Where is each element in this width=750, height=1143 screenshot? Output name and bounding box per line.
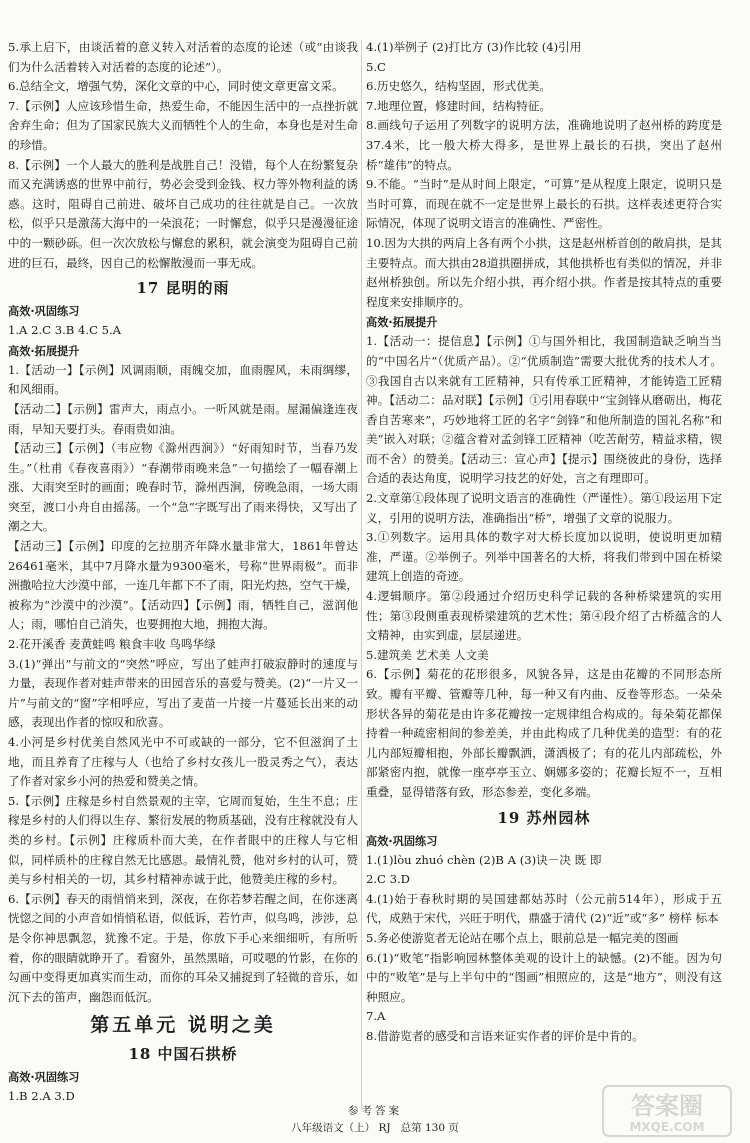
answer-item: 4.(1)始于春秋时期的吴国建都姑苏时（公元前514年），形成于五代，成熟于宋代，兴旺于明代，鼎盛于清代 (2)“近”或“多” 榜样 标本	[366, 891, 722, 926]
answer-item: 6.【示例】菊花的花形很多，风貌各异，这是由花瓣的不同形态所致。瓣有平瓣、管瓣等几种，每一种又有内曲、反卷等形态。一朵朵形状各异的菊花是由许多花瓣按一定规律组合构成的。每朵菊花都保持着一种疏密相间的参差美，并由此构成了几种优美的造型：有的花儿内部短瓣相抱，外部长瓣飘洒，潇洒极了；有的花儿内部疏松，外部紧密内抱，就像一座亭亭玉立、娴娜多姿的；花瓣长短不一，互相重叠，显得错落有致，形态参差，变化多端。	[366, 667, 722, 799]
lesson-title: 19 苏州园林	[497, 808, 591, 827]
answer-item: 5.承上启下，由谈活着的意义转入对活着的态度的论述（或“由谈我们为什么活着转入对活着的态度的论述”）。	[8, 40, 358, 74]
footer-page-number: 总第 130 页	[400, 1122, 459, 1134]
answer-item: 5.【示例】庄稼是乡村自然景观的主宰，它周而复始，生生不息；庄稼是乡村的人们得以生存、繁衍发展的物质基础，没有庄稼就没有人类的乡村。【示例】庄稼质朴而大美，在作者眼中的庄稼人与它相似，同样质朴的庄稼自然无比感恩。最情礼赞，他对乡村的认可，赞美与乡村相关的一切，其乡村精神赤诚于此，他赞美庄稼的乡村。	[8, 793, 358, 887]
answer-item: 4.逻辑顺序。第②段通过介绍历史科学记载的各种桥梁建筑的实用性；第③段侧重表现桥梁建筑的艺术性；第④段介绍了古桥蕴含的人文精神，由实到虚，层层递进。	[366, 589, 722, 643]
answer-item: 【活动二】【示例】雷声大，雨点小。一听风就是雨。屋漏偏逢连夜雨，早知天要打头。春雨贵如油。	[8, 401, 358, 436]
answer-item: 5.务必使游览者无论站在哪个点上，眼前总是一幅完美的图画	[366, 930, 679, 945]
lesson-title: 17 昆明的雨	[136, 279, 230, 298]
unit-title: 第五单元 说明之美	[90, 1014, 276, 1037]
answer-item: 8.画线句子运用了列数字的说明方法，准确地说明了赵州桥的跨度是37.4米，比一般大桥大得多，是世界上最长的石拱，突出了赵州桥“雄伟”的特点。	[366, 118, 722, 172]
answer-item: 2.花开溪香 麦黄蛙鸣 粮食丰收 鸟鸣华绿	[8, 637, 216, 652]
watermark-sub-text: MXQE.COM	[629, 1120, 705, 1134]
column-divider	[361, 40, 362, 1110]
section-heading: 高效·拓展提升	[366, 316, 438, 330]
answer-item: 3.(1)“弹出”与前文的“突然”呼应，写出了蛙声打破寂静时的速度与力量，表现作者对蛙声带来的田园音乐的喜爱与赞美。(2)“一片又一片”与前文的“窗”字相呼应，写出了麦苗一片接一片蔓延长出来的动感，表现出作者的惊叹和欣喜。	[8, 656, 358, 730]
answer-item: 8.【示例】一个人最大的胜利是战胜自己！没错，每个人在纷繁复杂而又充满诱惑的世界中前行，势必会受到金钱、权力等外物利益的诱惑。这时，阻碍自己前进、破坏自己成功的往往就是自己。一次放松，似乎只是激荡大海中的一朵浪花；一时懈怠，似乎只是漫漫征途中的一颗砂砾。但一次次放松与懈怠的累积，就会演变为阻碍自己前进的巨石，最终，因自己的松懈散漫而一事无成。	[8, 157, 358, 270]
answer-item: 2.文章第①段体现了说明文语言的准确性（严谨性）。第①段运用下定义，引用的说明方法，准确指出“桥”，增强了文章的说服力。	[366, 491, 722, 525]
answer-item: 1.(1)lòu zhuó chèn (2)B A (3)诀－决 既 即	[366, 852, 602, 867]
answer-item: 1.【活动一】【示例】风调雨顺，雨魄交加，血雨腥风，未雨绸缪，和风细雨。	[8, 362, 358, 397]
section-heading: 高效·巩固练习	[8, 1071, 80, 1085]
answer-item: 10.因为大拱的两肩上各有两个小拱，这是赵州桥首创的敞肩拱，是其主要特点。而大拱由28道拱圈拼成，其他拱桥也有类似的情况，并非赵州桥独创。所以先介绍小拱，再介绍小拱。作者是按其特点的重要程度来安排顺序的。	[366, 235, 722, 309]
footer-subject: 八年级语文（上） RJ	[291, 1122, 391, 1134]
watermark-main-text: 答案圈	[631, 1092, 703, 1120]
answer-item: 5.C	[366, 59, 386, 74]
answer-item: 6.总结全文，增强气势，深化文章的中心，同时使文章更富文采。	[8, 79, 344, 94]
answer-item: 4.小河是乡村优美自然风光中不可或缺的一部分，它不但滋润了土地，而且养育了庄稼与人（也给了乡村女孩儿一股灵秀之气），表达了作者对家乡小河的热爱和赞美之情。	[8, 735, 358, 789]
right-column	[366, 38, 722, 1047]
left-column	[8, 38, 358, 1107]
answer-item: 2.C 3.D	[366, 872, 410, 887]
section-heading: 高效·巩固练习	[8, 305, 80, 319]
section-heading: 高效·拓展提升	[8, 344, 80, 358]
answer-item: 7.地理位置，修建时间，结构特征。	[366, 98, 551, 113]
answer-item: 1.B 2.A 3.D	[8, 1089, 75, 1104]
answer-item: 9.不能。“当时”是从时间上限定，“可算”是从程度上限定，说明只是当时可算，而现在就不一定是世界上最长的石拱。这样表述更符合实际情况，体现了说明文语言的准确性、严密性。	[366, 177, 722, 231]
watermark-logo-icon	[602, 1085, 732, 1137]
section-heading: 高效·巩固练习	[366, 834, 438, 848]
answer-item: 4.(1)举例子 (2)打比方 (3)作比较 (4)引用	[366, 40, 582, 54]
answer-item: 6.【示例】春天的雨悄悄来到，深夜，在你若梦若醒之间，在你迷离恍惚之间的小声音如悄悄私语，似低诉，若竹声，似鸟鸣，涉涉，总是令你神思飘忽，犹豫不定。于是，你放下手心来细细听，有所听着，你的眼睛就睁开了。看窗外，虽然黑暗，可哎嗯的竹影，在你的勾画中变得更加真实而生动，而你的耳朵又捕捉到了轻微的音乐，如沉下去的笛声，幽怨而低沉。	[8, 891, 358, 1004]
answer-item: 1.A 2.C 3.B 4.C 5.A	[8, 323, 122, 338]
answer-item: 7.A	[366, 1009, 386, 1024]
answer-item: 8.借游览者的感受和言语来证实作者的评价是中肯的。	[366, 1028, 644, 1043]
answer-item: 6.(1)“败笔”指影响园林整体美观的设计上的缺憾。(2)不能。因为句中的“败笔”是与上半句中的“图画”相照应的，这是“地方”，则没有这种照应。	[366, 950, 722, 1004]
answer-item: 6.历史悠久，结构坚固，形式优美。	[366, 79, 551, 94]
answer-item: 7.【示例】人应该珍惜生命，热爱生命，不能因生活中的一点挫折就舍弃生命；但为了国家民族大义而牺牲个人的生命，本身也是对生命的珍惜。	[8, 98, 358, 152]
answer-item: 【活动三】【示例】印度的乞拉朋齐年降水量非常大，1861年曾达26461毫米，其中7月降水量为9300毫米，号称“世界雨极”。而非洲撒哈拉大沙漠中部，一连几年都下不了雨，阳光灼热，空气干燥，被称为“沙漠中的沙漠”。【活动四】【示例】雨，牺牲自己，滋润他人；雨，哪怕自己消失，也要拥抱大地，拥抱大海。	[8, 539, 358, 632]
answer-item: 1.【活动一：提信息】【示例】①与国外相比，我国制造缺乏响当当的“中国名片”（优质产品）。②“优质制造”需要大批优秀的技术人才。③我国自古以来就有工匠精神，只有传承工匠精神，才能铸造工匠精神。【活动二：品对联】【示例】①引用春联中“宝剑锋从磨砺出，梅花香自苦寒来”，巧妙地将工匠的名字“剑锋”和他所制造的国礼名称“和美”嵌入对联；②蕴含着对孟剑锋工匠精神（吃苦耐劳，精益求精，锲而不舍）的赞美。【活动三：宣心声】【提示】围绕彼此的身份，选择合适的表达角度，说明学习技艺的好处，言之有理即可。	[366, 334, 722, 486]
lesson-title: 18 中国石拱桥	[128, 1045, 238, 1064]
answer-item: 3.①列数字。运用具体的数字对大桥长度加以说明，使说明更加精准，严谨。②举例子。列举中国著名的大桥，将我们带到中国在桥梁建筑上创造的奇迹。	[366, 530, 722, 584]
answer-item: 5.建筑美 艺术美 人文美	[366, 647, 489, 662]
footer-reference-label: 参考答案	[348, 1105, 402, 1117]
answer-item: 【活动三】【示例】（韦应物《滁州西涧》）“好雨知时节，当春乃发生。”（杜甫《春夜喜雨》）“春潮带雨晚来急”一句描绘了一幅春潮上涨、大雨突至时的画面；晚春时节，滁州西涧，傍晚急雨，一场大雨突至，渡口小舟自由摇荡。一个“急”字既写出了雨来得快，又写出了潮之大。	[8, 441, 358, 534]
